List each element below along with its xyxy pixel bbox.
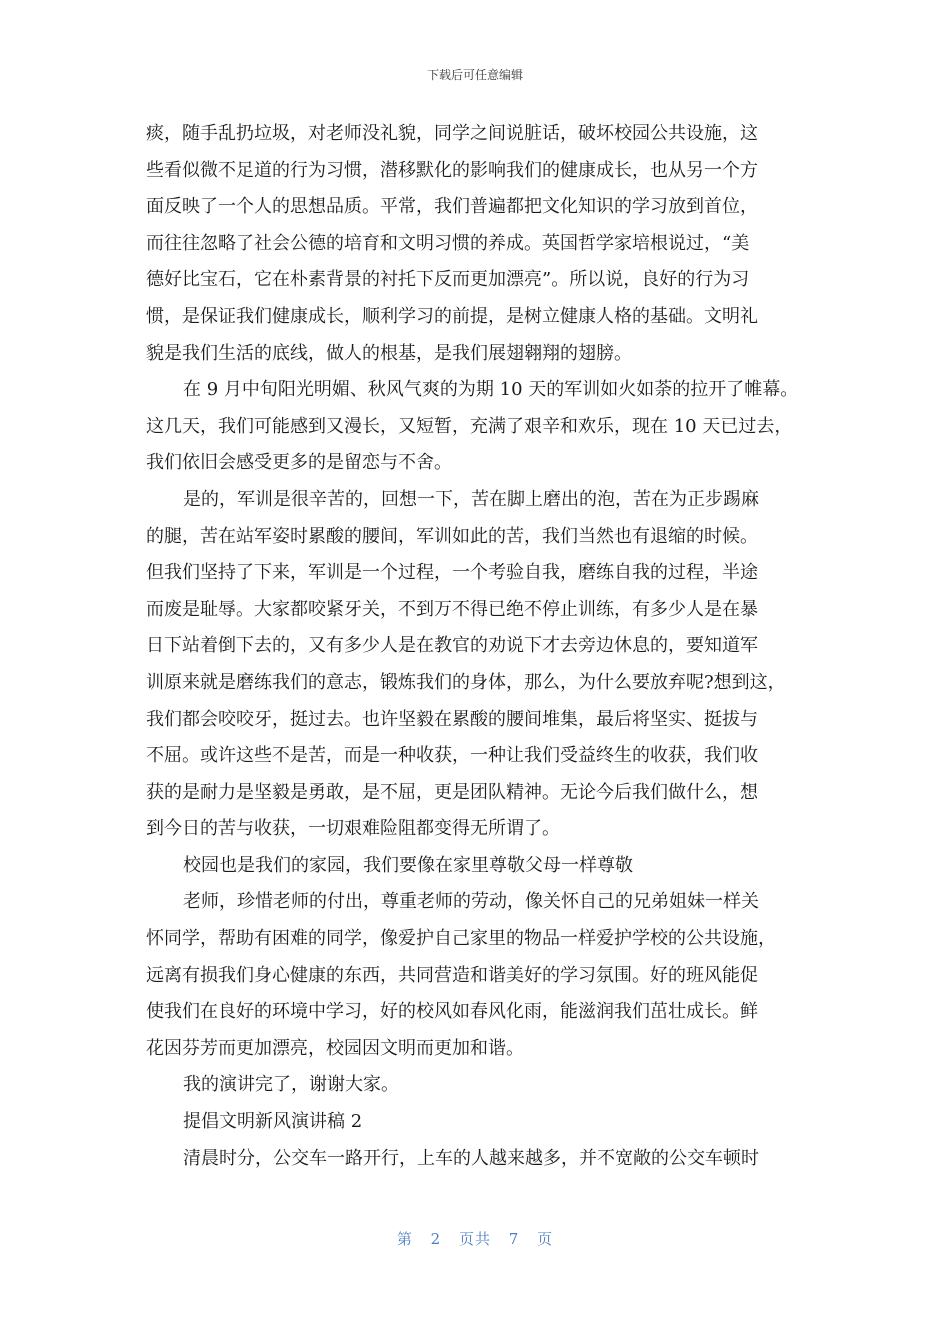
text-line: 提倡文明新风演讲稿 2 [183, 1111, 363, 1133]
text-line: 使我们在良好的环境中学习，好的校风如春风化雨，能滋润我们茁壮成长。鲜 [146, 1001, 758, 1023]
text-line: 远离有损我们身心健康的东西，共同营造和谐美好的学习氛围。好的班风能促 [146, 964, 758, 986]
text-line: 到今日的苦与收获，一切艰难险阻都变得无所谓了。 [146, 818, 560, 840]
page-footer [0, 1228, 950, 1249]
text-line: 的腿，苦在站军姿时累酸的腰间，军训如此的苦，我们当然也有退缩的时候。 [146, 525, 758, 547]
text-line: 不屈。或许这些不是苦，而是一种收获，一种让我们受益终生的收获，我们收 [146, 745, 758, 767]
text-line: 德好比宝石，它在朴素背景的衬托下反而更加漂亮”。所以说，良好的行为习 [146, 269, 750, 291]
text-line: 日下站着倒下去的，又有多少人是在教官的劝说下才去旁边休息的，要知道军 [146, 635, 758, 657]
text-line: 是的，军训是很辛苦的，回想一下，苦在脚上磨出的泡，苦在为正步踢麻 [183, 488, 759, 510]
text-line: 这几天，我们可能感到又漫长，又短暂，充满了艰辛和欢乐，现在 10 天已过去， [146, 415, 793, 437]
text-line: 清晨时分，公交车一路开行，上车的人越来越多，并不宽敞的公交车顿时 [183, 1147, 759, 1169]
text-line: 而废是耻辱。大家都咬紧牙关，不到万不得已绝不停止训练，有多少人是在暴 [146, 598, 758, 620]
text-line: 痰，随手乱扔垃圾，对老师没礼貌，同学之间说脏话，破坏校园公共设施，这 [146, 123, 758, 144]
footer-total-pages: 7 [508, 1230, 520, 1248]
footer-suffix: 页 [537, 1230, 554, 1248]
text-line: 我们都会咬咬牙，挺过去。也许坚毅在累酸的腰间堆集，最后将坚实、挺拔与 [146, 708, 758, 730]
footer-middle: 页共 [458, 1230, 491, 1248]
text-line: 花因芬芳而更加漂亮，校园因文明而更加和谐。 [146, 1037, 524, 1059]
text-line: 面反映了一个人的思想品质。平常，我们普遍都把文化知识的学习放到首位， [146, 196, 758, 218]
page-header: 下载后可任意编辑 [426, 68, 523, 82]
text-line: 我的演讲完了，谢谢大家。 [183, 1074, 399, 1096]
text-line: 训原来就是磨练我们的意志，锻炼我们的身体，那么，为什么要放弃呢?想到这， [146, 671, 786, 693]
text-line: 但我们坚持了下来，军训是一个过程，一个考验自我，磨练自我的过程，半途 [146, 562, 758, 584]
text-line: 在 9 月中旬阳光明媚、秋风气爽的为期 10 天的军训如火如荼的拉开了帷幕。 [183, 379, 799, 401]
text-line: 获的是耐力是坚毅是勇敢，是不屈，更是团队精神。无论今后我们做什么，想 [146, 781, 758, 803]
text-line: 校园也是我们的家园，我们要像在家里尊敬父母一样尊敬 [183, 854, 633, 876]
text-line: 老师，珍惜老师的付出，尊重老师的劳动，像关怀自己的兄弟姐妹一样关 [183, 891, 759, 913]
text-line: 些看似微不足道的行为习惯，潜移默化的影响我们的健康成长，也从另一个方 [146, 159, 758, 181]
footer-current-page: 2 [430, 1230, 442, 1248]
document-body [146, 116, 811, 1177]
footer-prefix: 第 [396, 1230, 413, 1248]
text-line: 怀同学，帮助有困难的同学，像爱护自己家里的物品一样爱护学校的公共设施， [146, 928, 776, 950]
text-line: 貌是我们生活的底线，做人的根基，是我们展翅翱翔的翅膀。 [146, 342, 632, 364]
text-line: 而往往忽略了社会公德的培育和文明习惯的养成。英国哲学家培根说过，“美 [146, 232, 750, 254]
text-line: 我们依旧会感受更多的是留恋与不舍。 [146, 452, 452, 474]
text-line: 惯，是保证我们健康成长，顺利学习的前提，是树立健康人格的基础。文明礼 [146, 305, 758, 327]
